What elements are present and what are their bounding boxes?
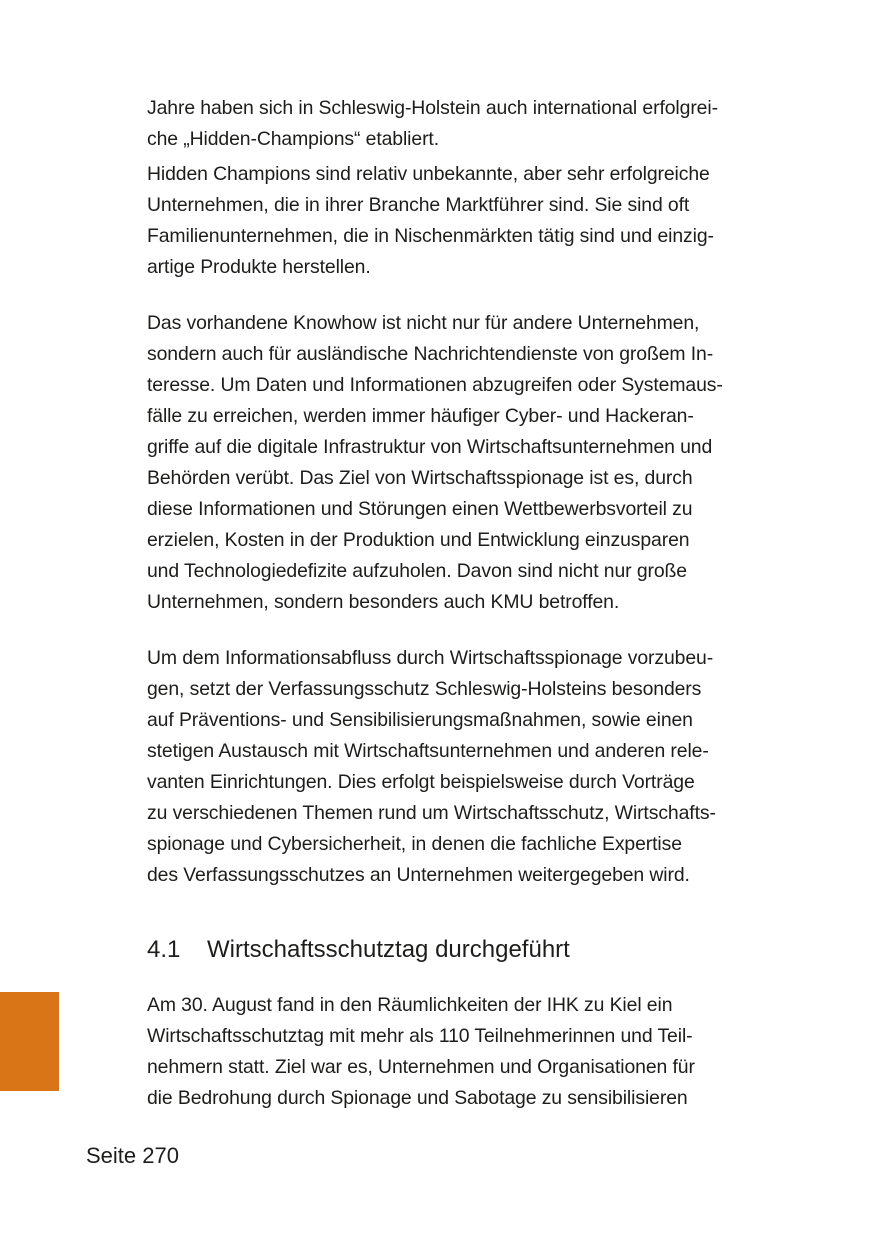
text-line: erzielen, Kosten in der Produktion und Entwicklung einzusparen	[147, 529, 690, 551]
text-line: und Technologiedefizite aufzuholen. Davon sind nicht nur große	[147, 560, 687, 582]
text-line: artige Produkte herstellen.	[147, 256, 371, 278]
paragraph-4	[147, 643, 787, 891]
text-line: griffe auf die digitale Infrastruktur von Wirtschaftsunternehmen und	[147, 436, 713, 458]
text-line: auf Präventions- und Sensibilisierungsmaßnahmen, sowie einen	[147, 709, 693, 731]
text-line: teresse. Um Daten und Informationen abzugreifen oder Systemaus-	[147, 374, 723, 396]
paragraph-2	[147, 159, 787, 283]
section-title: Wirtschaftsschutztag durchgeführt	[207, 936, 570, 963]
section-heading	[147, 935, 787, 965]
text-line: Behörden verübt. Das Ziel von Wirtschaftsspionage ist es, durch	[147, 467, 693, 489]
text-line: die Bedrohung durch Spionage und Sabotage zu sensibilisieren	[147, 1087, 688, 1109]
text-line: nehmern statt. Ziel war es, Unternehmen und Organisationen für	[147, 1056, 695, 1078]
section-paragraph	[147, 990, 787, 1114]
text-line: Das vorhandene Knowhow ist nicht nur für andere Unternehmen,	[147, 312, 700, 334]
text-line: sondern auch für ausländische Nachrichtendienste von großem In-	[147, 343, 714, 365]
text-line: zu verschiedenen Themen rund um Wirtschaftsschutz, Wirtschafts-	[147, 802, 716, 824]
text-line: des Verfassungsschutzes an Unternehmen weitergegeben wird.	[147, 864, 690, 886]
text-line: diese Informationen und Störungen einen Wettbewerbsvorteil zu	[147, 498, 693, 520]
paragraph-1	[147, 93, 787, 155]
text-line: Hidden Champions sind relativ unbekannte, aber sehr erfolgreiche	[147, 163, 710, 185]
text-line: Wirtschaftsschutztag mit mehr als 110 Teilnehmerinnen und Teil-	[147, 1025, 693, 1047]
text-line: Unternehmen, sondern besonders auch KMU betroffen.	[147, 591, 620, 613]
text-line: Um dem Informationsabfluss durch Wirtschaftsspionage vorzubeu-	[147, 647, 714, 669]
text-line: Jahre haben sich in Schleswig-Holstein auch international erfolgrei-	[147, 97, 718, 119]
text-line: vanten Einrichtungen. Dies erfolgt beispielsweise durch Vorträge	[147, 771, 695, 793]
text-line: gen, setzt der Verfassungsschutz Schleswig-Holsteins besonders	[147, 678, 702, 700]
text-line: spionage und Cybersicherheit, in denen die fachliche Expertise	[147, 833, 682, 855]
section-number: 4.1	[147, 936, 181, 963]
chapter-tab-marker	[0, 992, 59, 1091]
text-line: Unternehmen, die in ihrer Branche Marktführer sind. Sie sind oft	[147, 194, 690, 216]
page-number: Seite 270	[86, 1143, 179, 1168]
text-line: stetigen Austausch mit Wirtschaftsunternehmen und anderen rele-	[147, 740, 709, 762]
text-line: che „Hidden-Champions“ etabliert.	[147, 128, 440, 150]
page-body	[147, 93, 787, 1114]
paragraph-3	[147, 308, 787, 618]
text-line: Familienunternehmen, die in Nischenmärkten tätig sind und einzig-	[147, 225, 714, 247]
text-line: Am 30. August fand in den Räumlichkeiten der IHK zu Kiel ein	[147, 994, 673, 1016]
text-line: fälle zu erreichen, werden immer häufiger Cyber- und Hackeran-	[147, 405, 694, 427]
